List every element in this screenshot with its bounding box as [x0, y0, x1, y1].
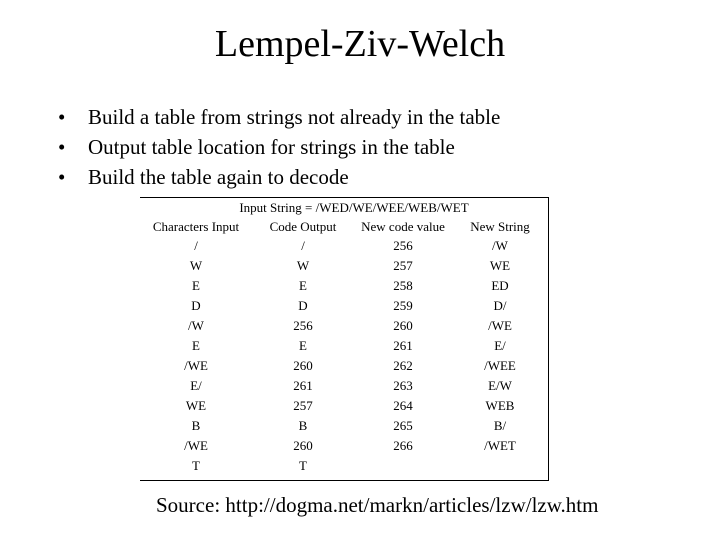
table-cell: 260 [293, 358, 313, 373]
table-cell: E/W [488, 378, 512, 393]
table-cell: E [192, 338, 200, 353]
bullet-item [58, 132, 500, 162]
table-cell: D [191, 298, 201, 313]
table-cell: 260 [393, 318, 413, 333]
column-header: New String [470, 219, 530, 234]
table-row [140, 436, 548, 456]
table-cell [452, 456, 548, 476]
table-cell: 257 [293, 398, 313, 413]
table-cell: 264 [393, 398, 413, 413]
bullet-item [58, 102, 500, 132]
bullet-item [58, 162, 500, 192]
bullet-dot-icon: • [58, 135, 66, 159]
bullet-text: Build the table again to decode [88, 165, 349, 189]
table-cell [354, 456, 452, 476]
table-row [140, 456, 548, 476]
table-cell: /WET [484, 438, 516, 453]
table-cell: 261 [393, 338, 413, 353]
table-cell: 265 [393, 418, 413, 433]
column-header: Code Output [269, 219, 337, 234]
table-cell: /W [188, 318, 204, 333]
bullet-text: Output table location for strings in the table [88, 135, 455, 159]
table-row [140, 376, 548, 396]
bullet-list [58, 102, 500, 192]
table-cell: 259 [393, 298, 413, 313]
table-cell: 266 [393, 438, 413, 453]
table-cell: D/ [493, 298, 507, 313]
table-cell: 257 [393, 258, 413, 273]
table-cell: /WE [488, 318, 512, 333]
table-cell: /W [492, 238, 508, 253]
table-row [140, 276, 548, 296]
table-cell: W [296, 258, 310, 273]
table-cell: B [191, 418, 201, 433]
table-cell: W [189, 258, 203, 273]
lzw-table [140, 218, 548, 476]
table-cell: /WE [184, 438, 208, 453]
table-cell: T [299, 458, 307, 473]
table-cell: 260 [293, 438, 313, 453]
table-title: Input String = /WED/WE/WEE/WEB/WET [239, 200, 469, 215]
column-header: New code value [361, 219, 445, 234]
lzw-table-box [140, 197, 549, 481]
table-cell: T [192, 458, 200, 473]
table-cell: 262 [393, 358, 413, 373]
table-cell: E [192, 278, 200, 293]
table-cell: /WE [184, 358, 208, 373]
column-header: Characters Input [152, 219, 240, 234]
table-cell: E/ [190, 378, 202, 393]
table-cell: 261 [293, 378, 313, 393]
table-row [140, 316, 548, 336]
source-citation: Source: http://dogma.net/markn/articles/lzw/lzw.htm [156, 493, 599, 517]
table-cell: /WEE [484, 358, 516, 373]
table-cell: WE [489, 258, 511, 273]
bullet-text: Build a table from strings not already in the table [88, 105, 501, 129]
table-cell: E/ [494, 338, 506, 353]
bullet-dot-icon: • [58, 105, 66, 129]
table-cell: WE [185, 398, 207, 413]
table-cell: E [299, 338, 307, 353]
table-cell: / [194, 238, 198, 253]
table-row [140, 396, 548, 416]
table-cell: 256 [393, 238, 413, 253]
table-row [140, 356, 548, 376]
table-cell: WEB [485, 398, 515, 413]
table-cell: B [298, 418, 308, 433]
table-row [140, 296, 548, 316]
slide-title: Lempel-Ziv-Welch [214, 23, 506, 65]
table-cell: 258 [393, 278, 413, 293]
table-row [140, 256, 548, 276]
table-cell: D [298, 298, 308, 313]
bullet-dot-icon: • [58, 165, 66, 189]
table-row [140, 416, 548, 436]
table-body [140, 236, 548, 476]
table-cell: 256 [293, 318, 313, 333]
table-cell: ED [491, 278, 509, 293]
table-header-row [140, 218, 548, 236]
table-cell: E [299, 278, 307, 293]
table-cell: B/ [493, 418, 507, 433]
table-row [140, 236, 548, 256]
table-cell: 263 [393, 378, 413, 393]
table-row [140, 336, 548, 356]
table-cell: / [301, 238, 305, 253]
